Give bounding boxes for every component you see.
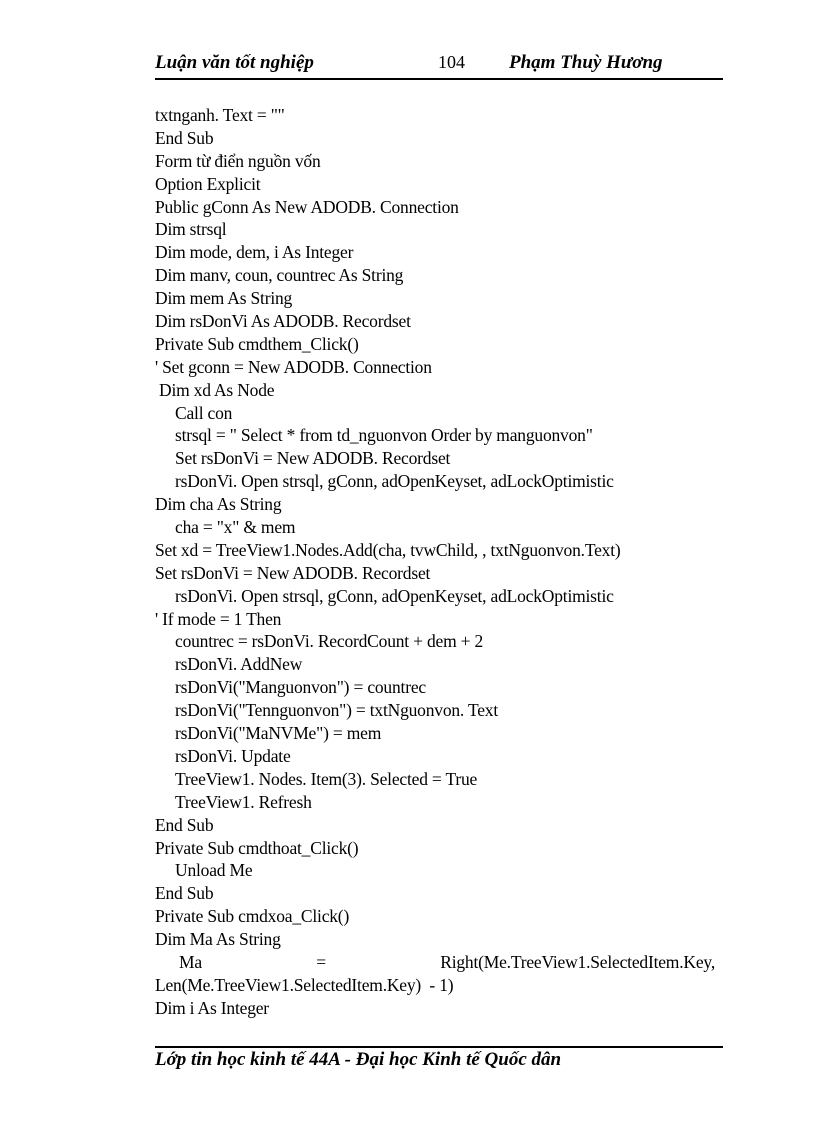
code-line: Dim mem As String — [155, 288, 293, 309]
code-line: End Sub — [155, 814, 214, 835]
code-listing — [155, 104, 725, 1020]
code-line: rsDonVi. AddNew — [175, 654, 303, 675]
code-line: End Sub — [155, 127, 214, 148]
code-line: rsDonVi("Tennguonvon") = txtNguonvon. Text — [175, 700, 499, 721]
code-line-justified — [155, 951, 715, 974]
code-line: ' Set gconn = New ADODB. Connection — [155, 356, 432, 377]
code-line: strsql = " Select * from td_nguonvon Order by manguonvon" — [175, 425, 593, 446]
code-line: rsDonVi("MaNVMe") = mem — [175, 723, 382, 744]
code-token-operator: = — [316, 951, 326, 972]
code-line: Dim xd As Node — [159, 379, 275, 400]
code-line: Form từ điển nguồn vốn — [155, 150, 321, 171]
code-line: Dim mode, dem, i As Integer — [155, 242, 354, 263]
code-line: Public gConn As New ADODB. Connection — [155, 196, 459, 217]
code-line: Private Sub cmdthem_Click() — [155, 333, 359, 354]
code-line: rsDonVi. Update — [175, 745, 291, 766]
code-line: rsDonVi. Open strsql, gConn, adOpenKeyset, adLockOptimistic — [175, 471, 614, 492]
code-line: Dim manv, coun, countrec As String — [155, 265, 404, 286]
code-line: Dim cha As String — [155, 494, 282, 515]
code-line: End Sub — [155, 883, 214, 904]
page-number: 104 — [438, 52, 465, 72]
code-line: Set xd = TreeView1.Nodes.Add(cha, tvwChild, , txtNguonvon.Text) — [155, 539, 621, 560]
header-thesis-title: Luận văn tốt nghiệp — [155, 52, 314, 73]
code-line: Dim i As Integer — [155, 997, 269, 1018]
code-line: Set rsDonVi = New ADODB. Recordset — [155, 562, 431, 583]
code-line: Call con — [175, 402, 233, 423]
footer-divider — [155, 1046, 723, 1048]
code-line: Unload Me — [175, 860, 253, 881]
code-line: rsDonVi("Manguonvon") = countrec — [175, 677, 426, 698]
code-line: Dim strsql — [155, 219, 227, 240]
code-line: Dim Ma As String — [155, 929, 281, 950]
header-author: Phạm Thuỳ Hương — [509, 52, 663, 73]
code-line: rsDonVi. Open strsql, gConn, adOpenKeyset, adLockOptimistic — [175, 585, 614, 606]
code-line: TreeView1. Nodes. Item(3). Selected = True — [175, 768, 478, 789]
code-line: Option Explicit — [155, 173, 261, 194]
code-line: countrec = rsDonVi. RecordCount + dem + 2 — [175, 631, 484, 652]
code-token-variable: Ma — [179, 951, 202, 972]
code-line: ' If mode = 1 Then — [155, 608, 282, 629]
code-token-expression: Right(Me.TreeView1.SelectedItem.Key, — [440, 951, 715, 972]
code-line: Len(Me.TreeView1.SelectedItem.Key) - 1) — [155, 974, 454, 995]
code-line: Dim rsDonVi As ADODB. Recordset — [155, 311, 411, 332]
code-line: Private Sub cmdthoat_Click() — [155, 837, 359, 858]
page-footer: Lớp tin học kinh tế 44A - Đại học Kinh tế Quốc dân — [155, 1049, 562, 1070]
code-line: Set rsDonVi = New ADODB. Recordset — [175, 448, 451, 469]
code-line: cha = "x" & mem — [175, 517, 296, 538]
code-line: txtnganh. Text = "" — [155, 105, 285, 125]
page-header — [155, 52, 723, 80]
code-line: Private Sub cmdxoa_Click() — [155, 906, 350, 927]
code-line: TreeView1. Refresh — [175, 791, 312, 812]
